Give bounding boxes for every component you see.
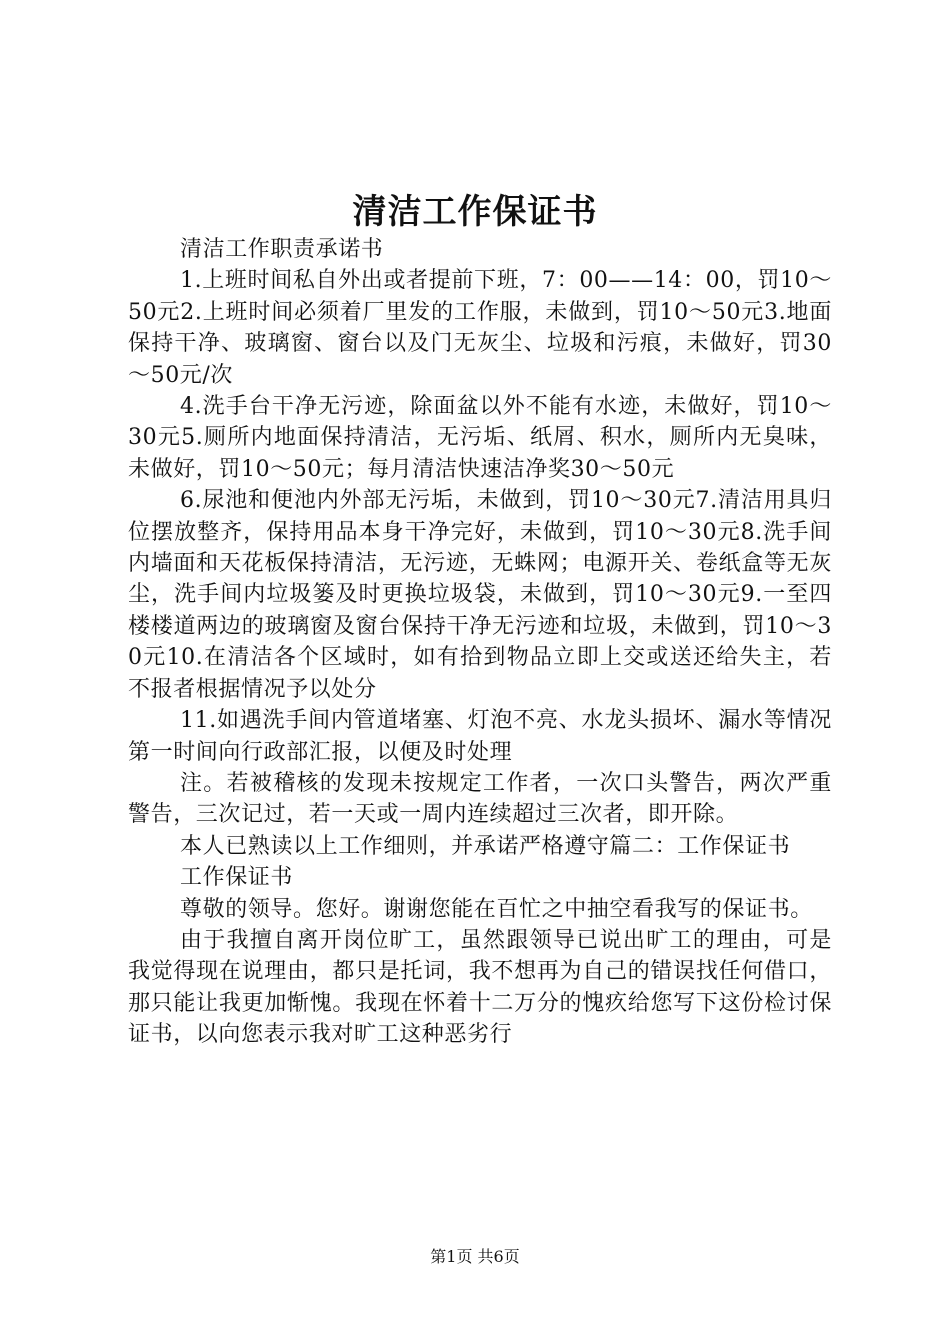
paragraph-2: 1.上班时间私自外出或者提前下班，7：00——14：00，罚10～50元2.上班时间必须着厂里发的工作服，未做到，罚10～50元3.地面保持干净、玻璃窗、窗台以及门无灰尘、垃圾和污痕，未做好，罚30～50元/次 bbox=[128, 268, 832, 388]
paragraph-3: 4.洗手台干净无污迹，除面盆以外不能有水迹，未做好，罚10～30元5.厕所内地面保持清洁，无污垢、纸屑、积水，厕所内无臭味，未做好，罚10～50元；每月清洁快速洁净奖30～50元 bbox=[128, 394, 832, 482]
paragraph-4: 6.尿池和便池内外部无污垢，未做到，罚10～30元7.清洁用具归位摆放整齐，保持用品本身干净完好，未做到，罚10～30元8.洗手间内墙面和天花板保持清洁，无污迹，无蛛网；电源开关、卷纸盒等无灰尘，洗手间内垃圾篓及时更换垃圾袋，未做到，罚10～30元9.一至四楼楼道两边的玻璃窗及窗台保持干净无污迹和垃圾，未做到，罚10～30元10.在清洁各个区域时，如有拾到物品立即上交或送还给失主，若不报者根据情况予以处分 bbox=[128, 488, 832, 702]
document-body bbox=[128, 234, 832, 1051]
paragraph-8: 工作保证书 bbox=[180, 865, 294, 891]
paragraph-6: 注。若被稽核的发现未按规定工作者，一次口头警告，两次严重警告，三次记过，若一天或一周内连续超过三次者，即开除。 bbox=[128, 770, 832, 828]
page-footer: 第1页 共6页 bbox=[430, 1247, 520, 1266]
paragraph-5: 11.如遇洗手间内管道堵塞、灯泡不亮、水龙头损坏、漏水等情况第一时间向行政部汇报，以便及时处理 bbox=[128, 708, 832, 765]
paragraph-10: 由于我擅自离开岗位旷工，虽然跟领导已说出旷工的理由，可是我觉得现在说理由，都只是托词，我不想再为自己的错误找任何借口，那只能让我更加惭愧。我现在怀着十二万分的愧疚给您写下这份检讨保证书，以向您表示我对旷工这种恶劣行 bbox=[128, 927, 832, 1048]
document-title: 清洁工作保证书 bbox=[352, 192, 598, 232]
paragraph-9: 尊敬的领导。您好。谢谢您能在百忙之中抽空看我写的保证书。 bbox=[180, 896, 813, 922]
paragraph-1: 清洁工作职责承诺书 bbox=[180, 237, 384, 262]
paragraph-7: 本人已熟读以上工作细则，并承诺严格遵守篇二：工作保证书 bbox=[180, 833, 791, 859]
